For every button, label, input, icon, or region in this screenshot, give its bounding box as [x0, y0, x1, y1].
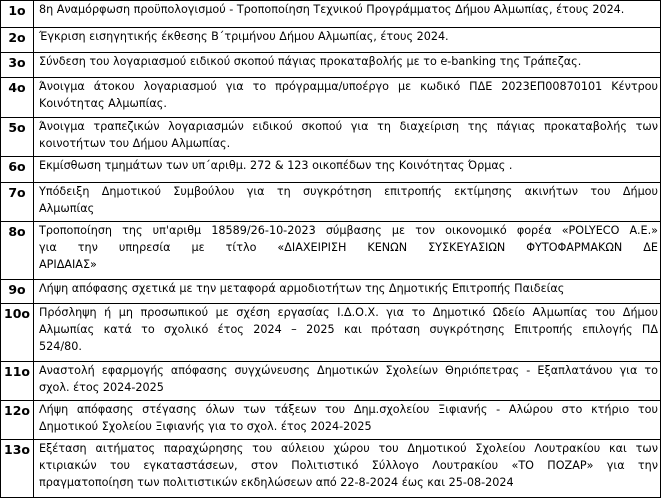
agenda-row [1, 117, 661, 156]
item-number: 10ο [1, 304, 34, 362]
item-number: 3ο [1, 53, 34, 78]
agenda-row [1, 156, 661, 182]
agenda-row [1, 304, 661, 362]
agenda-row [1, 27, 661, 53]
item-description [34, 304, 661, 362]
item-number: 5ο [1, 117, 34, 156]
item-description-line: Πρόσληψη ή μη προσωπικού με σχέση εργασίας Ι.Δ.Ο.Χ. για το Δημοτικό Ωδείο Αλμωπίας του Δήμου [39, 306, 658, 320]
item-number: 12ο [1, 401, 34, 440]
item-number: 6ο [1, 156, 34, 182]
item-number: 4ο [1, 77, 34, 117]
item-description-line: 8η Αναμόρφωση προϋπολογισμού - Τροποποίηση Τεχνικού Προγράμματος Δήμου Αλμωπίας, έτους 2024. [39, 3, 625, 16]
item-number: 11ο [1, 362, 34, 401]
item-description-line: Σύνδεση του λογαριασμού ειδικού σκοπού πάγιας προκαταβολής με το e-banking της Τράπεζας. [39, 55, 582, 69]
item-description-line: Άνοιγμα άτοκου λογαριασμού για το πρόγραμμα/υποέργο με κωδικό ΠΔΕ 2023ΕΠ00870101 Κέντρου [39, 79, 658, 93]
item-description-line: για την υπηρεσία με τίτλο «ΔΙΑΧΕΙΡΙΣΗ ΚΕΝΩΝ ΣΥΣΚΕΥΑΣΙΩΝ ΦΥΤΟΦΑΡΜΑΚΩΝ ΔΕ [39, 240, 658, 254]
item-description-line: Άνοιγμα τραπεζικών λογαριασμών ειδικού σκοπού για τη διαχείριση της πάγιας προκαταβολής των [39, 119, 658, 133]
item-description-line: Έγκριση εισηγητικής έκθεσης Β΄τριμήνου Δήμου Αλμωπίας, έτους 2024. [39, 29, 449, 43]
item-description [34, 27, 661, 53]
item-description-line: Αλμωπίας [39, 201, 95, 215]
item-number: 2ο [1, 27, 34, 53]
item-description [34, 401, 661, 440]
agenda-row [1, 221, 661, 279]
item-description [34, 182, 661, 221]
item-description-line: Τροποποίηση της υπ'αριθμ 18589/26-10-2023 σύμβασης με τον οικονομικό φορέα «POLYECO A.E.» [39, 223, 658, 237]
item-description [34, 1, 661, 28]
item-description-line: Λήψη απόφασης σχετικά με την μεταφορά αρμοδιοτήτων της Δημοτικής Επιτροπής Παιδείας [39, 281, 565, 295]
item-description-line: Υπόδειξη Δημοτικού Συμβούλου για τη συγκρότηση επιτροπής εκτίμησης ακινήτων του Δήμου [39, 184, 658, 198]
item-description [34, 362, 661, 401]
agenda-body [1, 1, 661, 498]
item-description [34, 77, 661, 117]
item-number: 8ο [1, 221, 34, 279]
item-number: 9ο [1, 279, 34, 304]
item-description-line: Εκμίσθωση τμημάτων των υπ΄αριθμ. 272 & 123 οικοπέδων της Κοινότητας Όρμας . [39, 158, 513, 172]
item-description [34, 156, 661, 182]
item-description-line: Αναστολή εφαρμογής απόφασης συγχώνευσης Δημοτικών Σχολείων Θηριόπετρας - Εξαπλατάνου για το [39, 364, 658, 377]
item-description-line: 524/80. [39, 340, 82, 354]
item-description-line: πραγματοποίηση των πολιτιστικών εκδηλώσεων από 22-8-2024 έως και 25-08-2024 [39, 476, 514, 489]
item-description [34, 440, 661, 498]
item-description [34, 279, 661, 304]
item-description-line: Κοινότητας Αλμωπίας. [39, 96, 167, 110]
agenda-row [1, 279, 661, 304]
agenda-row [1, 440, 661, 498]
agenda-row [1, 182, 661, 221]
item-number: 1ο [1, 1, 34, 28]
agenda-row [1, 77, 661, 117]
item-description [34, 221, 661, 279]
item-description-line: Εξέταση αιτήματος παραχώρησης του αύλειου χώρου του Δημοτικού Σχολείου Λουτρακίου και των [39, 442, 658, 455]
item-description [34, 53, 661, 78]
item-description-line: κοινοτήτων του Δήμου Αλμωπίας. [39, 136, 231, 150]
agenda-row [1, 362, 661, 401]
agenda-row [1, 1, 661, 28]
agenda-row [1, 401, 661, 440]
item-description-line: σχολ. έτος 2024-2025 [39, 381, 164, 394]
item-number: 7ο [1, 182, 34, 221]
item-description [34, 117, 661, 156]
item-description-line: Αλμωπίας κατά το σχολικό έτος 2024 – 2025 και πρόταση συγκρότησης Επιτροπής επιλογής ΠΔ [39, 323, 658, 337]
item-description-line: ΑΡΙΔΑΙΑΣ» [39, 257, 97, 271]
item-description-line: κτιριακών του εγκαταστάσεων, στον Πολιτιστικό Σύλλογο Λουτρακίου «ΤΟ ΠΟΖΑΡ» για την [39, 459, 658, 472]
item-description-line: Δημοτικού Σχολείου Ξιφιανής για το σχολ. έτος 2024-2025 [39, 420, 372, 433]
agenda-row [1, 53, 661, 78]
item-description-line: Λήψη απόφασης στέγασης όλων των τάξεων του Δημ.σχολείου Ξιφιανής - Αλώρου στο κτήριο του [39, 403, 658, 416]
item-number: 13ο [1, 440, 34, 498]
